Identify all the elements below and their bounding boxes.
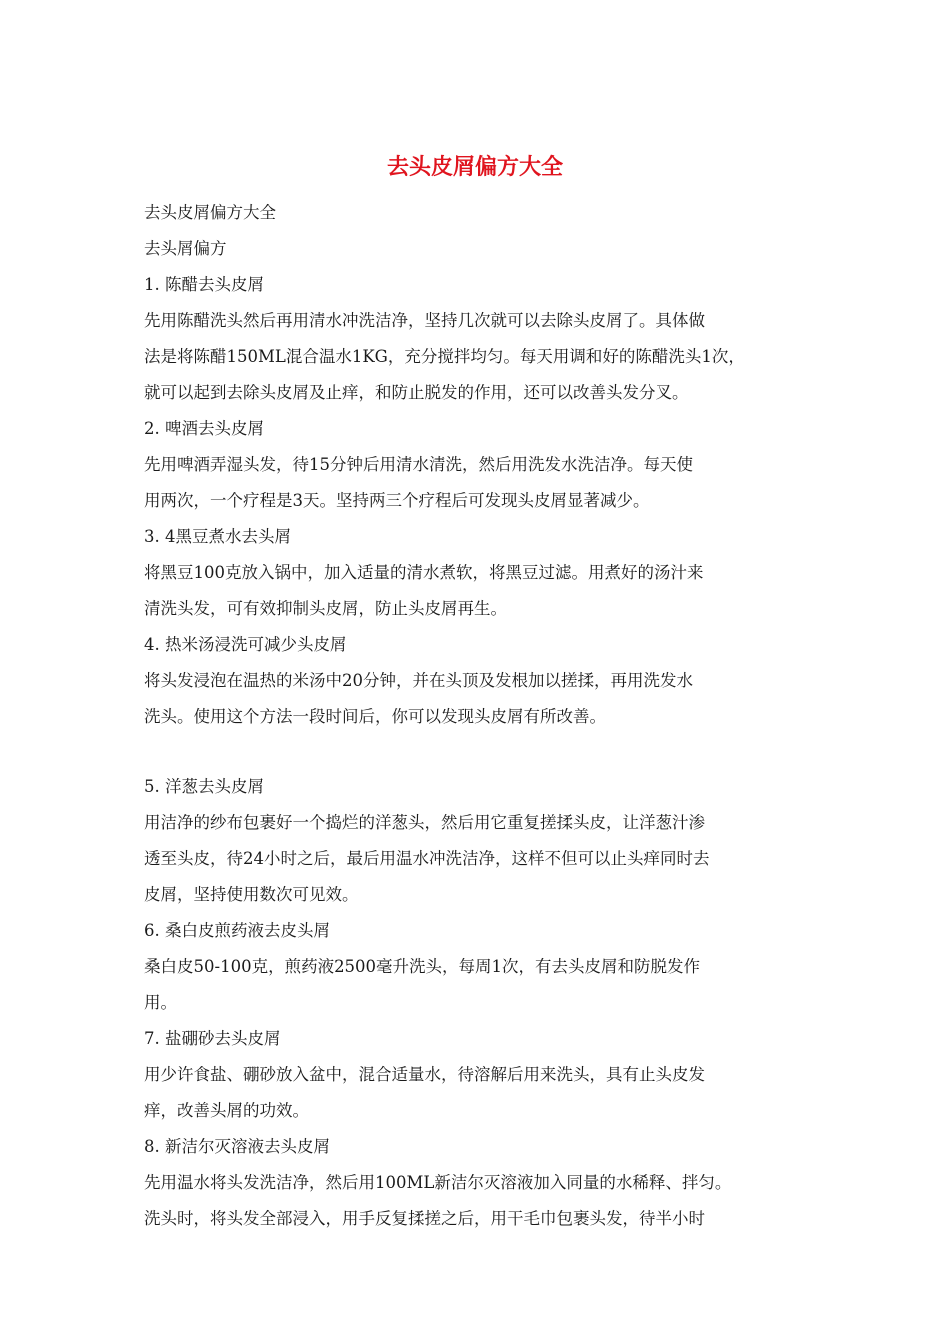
text-line: 3. 4黑豆煮水去头屑 — [144, 527, 291, 546]
text-line: 法是将陈醋150ML混合温水1KG，充分搅拌均匀。每天用调和好的陈醋洗头1次， — [144, 347, 745, 366]
text-line: 2. 啤酒去头皮屑 — [144, 419, 264, 438]
text-line: 就可以起到去除头皮屑及止痒，和防止脱发的作用，还可以改善头发分叉。 — [144, 383, 689, 402]
document-body — [144, 195, 824, 1237]
text-line: 皮屑，坚持使用数次可见效。 — [144, 885, 359, 904]
text-line: 先用陈醋洗头然后再用清水冲洗洁净，坚持几次就可以去除头皮屑了。具体做 — [144, 311, 705, 330]
text-line: 4. 热米汤浸洗可减少头皮屑 — [144, 635, 347, 654]
text-line: 将黑豆100克放入锅中，加入适量的清水煮软，将黑豆过滤。用煮好的汤汁来 — [144, 563, 704, 582]
text-line: 清洗头发，可有效抑制头皮屑，防止头皮屑再生。 — [144, 599, 507, 618]
text-line: 去头屑偏方 — [144, 239, 227, 258]
text-line: 用。 — [144, 993, 177, 1012]
text-line: 7. 盐硼砂去头皮屑 — [144, 1029, 281, 1048]
text-line: 洗头。使用这个方法一段时间后，你可以发现头皮屑有所改善。 — [144, 707, 606, 726]
text-line: 6. 桑白皮煎药液去皮头屑 — [144, 921, 330, 940]
text-line: 先用啤酒弄湿头发，待15分钟后用清水清洗，然后用洗发水洗洁净。每天使 — [144, 455, 693, 474]
text-line: 将头发浸泡在温热的米汤中20分钟，并在头顶及发根加以搓揉，再用洗发水 — [144, 671, 693, 690]
text-line: 用洁净的纱布包裹好一个捣烂的洋葱头，然后用它重复搓揉头皮，让洋葱汁渗 — [144, 813, 705, 832]
document-title: 去头皮屑偏方大全 — [386, 155, 563, 180]
blank-line — [144, 735, 824, 769]
text-line: 用少许食盐、硼砂放入盆中，混合适量水，待溶解后用来洗头，具有止头皮发 — [144, 1065, 705, 1084]
text-line: 去头皮屑偏方大全 — [144, 203, 276, 222]
text-line: 5. 洋葱去头皮屑 — [144, 777, 264, 796]
text-line: 1. 陈醋去头皮屑 — [144, 275, 264, 294]
text-line: 用两次，一个疗程是3天。坚持两三个疗程后可发现头皮屑显著减少。 — [144, 491, 650, 510]
text-line: 透至头皮，待24小时之后，最后用温水冲洗洁净，这样不但可以止头痒同时去 — [144, 849, 710, 868]
text-line: 桑白皮50-100克，煎药液2500毫升洗头，每周1次，有去头皮屑和防脱发作 — [144, 957, 701, 976]
text-line: 先用温水将头发洗洁净，然后用100ML新洁尔灭溶液加入同量的水稀释、拌匀。 — [144, 1173, 732, 1192]
text-line: 8. 新洁尔灭溶液去头皮屑 — [144, 1137, 330, 1156]
text-line: 痒，改善头屑的功效。 — [144, 1101, 309, 1120]
text-line: 洗头时，将头发全部浸入，用手反复揉搓之后，用干毛巾包裹头发，待半小时 — [144, 1209, 705, 1228]
